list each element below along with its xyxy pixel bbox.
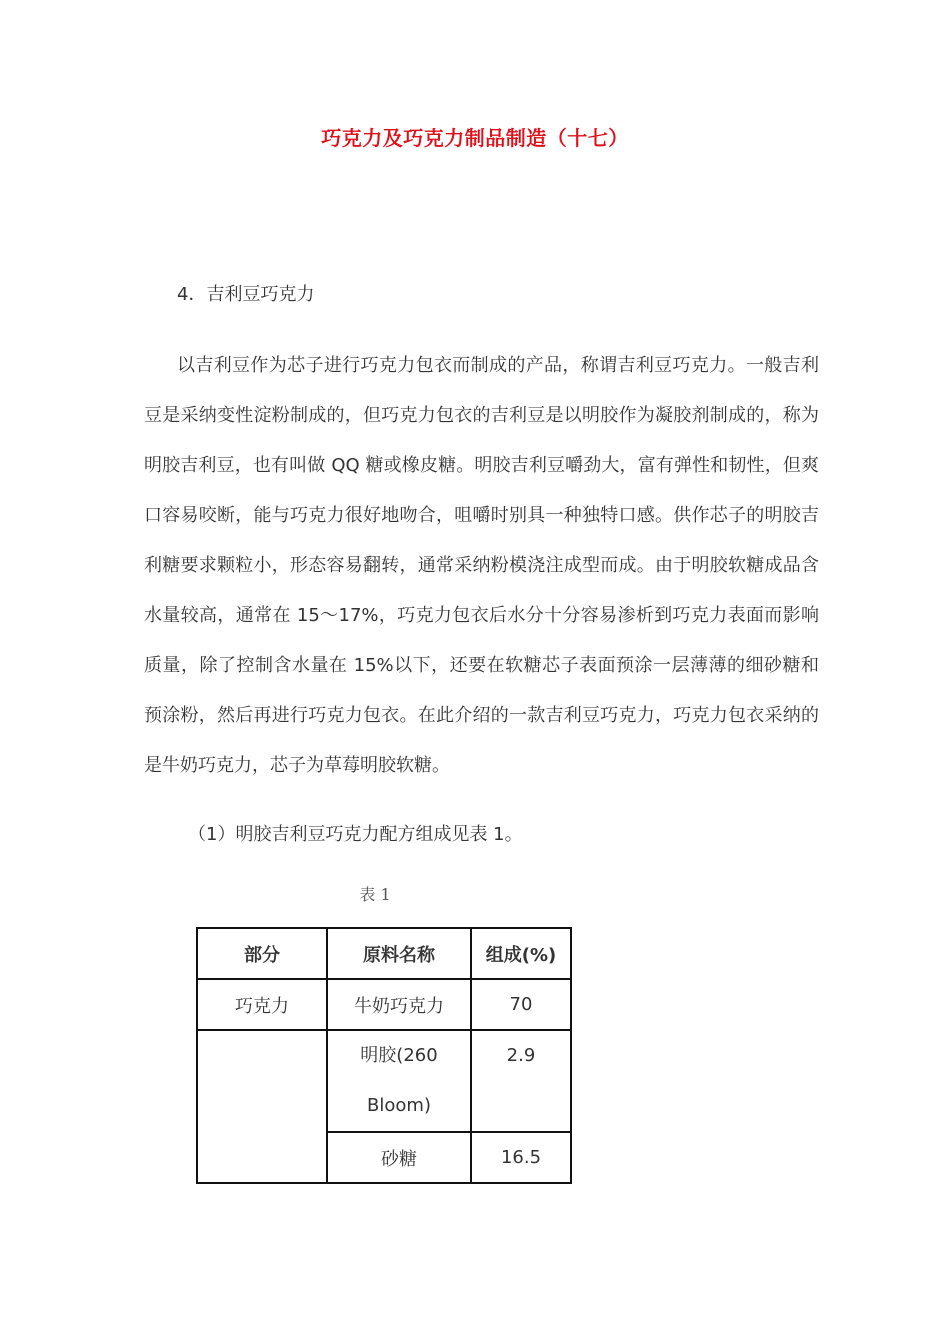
cell-part	[197, 1030, 327, 1183]
section-heading: 4．吉利豆巧克力	[177, 284, 315, 305]
cell-material: 砂糖	[327, 1132, 471, 1183]
page-title: 巧克力及巧克力制品制造（十七）	[321, 126, 629, 150]
cell-material-text: 明胶(260 Bloom)	[360, 1045, 438, 1116]
table-caption: 表 1	[359, 885, 391, 904]
table-row	[197, 1030, 571, 1132]
table-header-row	[197, 928, 571, 979]
table-row	[197, 979, 571, 1030]
header-percent: 组成(%)	[471, 928, 571, 979]
body-paragraph: 以吉利豆作为芯子进行巧克力包衣而制成的产品，称谓吉利豆巧克力。一般吉利豆是采纳变性淀粉制成的，但巧克力包衣的吉利豆是以明胶作为凝胶剂制成的，称为明胶吉利豆，也有叫做 QQ 糖或橡皮糖。明胶吉利豆嚼劲大，富有弹性和韧性，但爽口容易咬断，能与巧克力很好地吻合，咀嚼时别具一种独特口感。供作芯子的明胶吉利糖要求颗粒小，形态容易翻转，通常采纳粉模浇注成型而成。由于明胶软糖成品含水量较高，通常在 15～17%，巧克力包衣后水分十分容易渗析到巧克力表面而影响质量，除了控制含水量在 15%以下，还要在软糖芯子表面预涂一层薄薄的细砂糖和预涂粉，然后再进行巧克力包衣。在此介绍的一款吉利豆巧克力，巧克力包衣采纳的是牛奶巧克力，芯子为草莓明胶软糖。	[144, 355, 819, 776]
sub-item-text: （1）明胶吉利豆巧克力配方组成见表 1。	[188, 824, 523, 845]
cell-material	[327, 1030, 471, 1132]
header-part: 部分	[197, 928, 327, 979]
cell-percent: 16.5	[471, 1132, 571, 1183]
cell-percent: 70	[471, 979, 571, 1030]
cell-part: 巧克力	[197, 979, 327, 1030]
recipe-table	[196, 927, 572, 1184]
cell-percent	[471, 1030, 571, 1132]
header-material: 原料名称	[327, 928, 471, 979]
cell-percent-text: 2.9	[506, 1045, 536, 1066]
cell-material: 牛奶巧克力	[327, 979, 471, 1030]
